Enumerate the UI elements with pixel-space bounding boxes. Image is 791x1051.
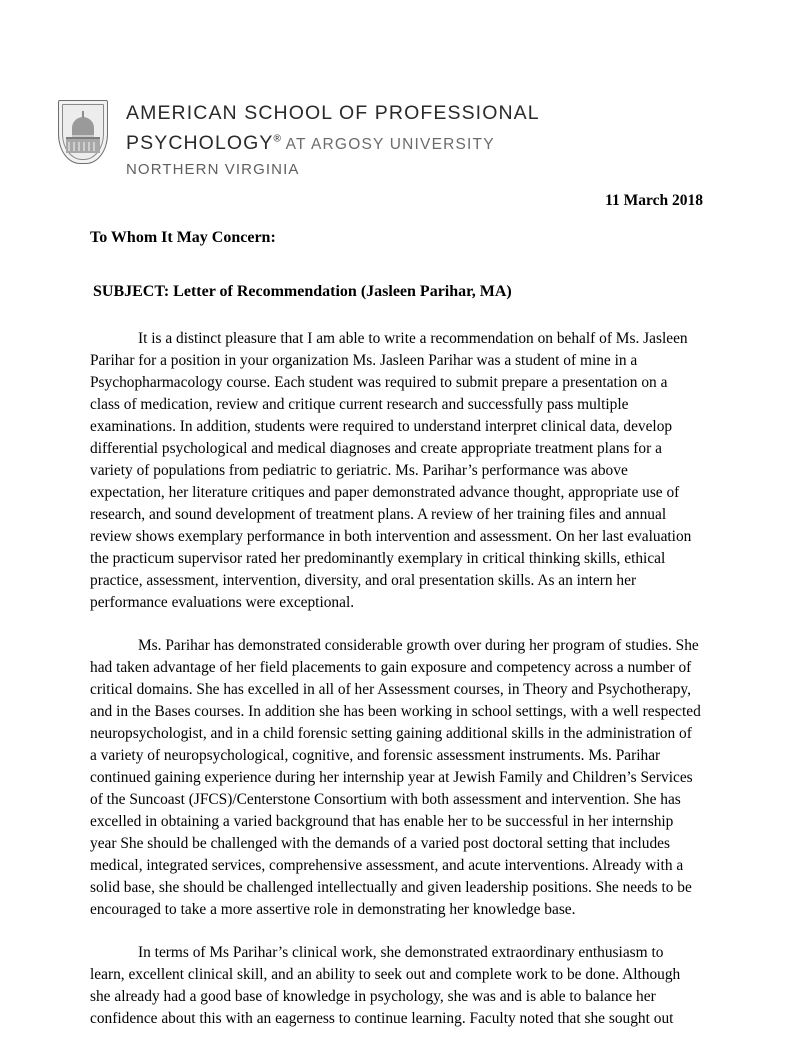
letter-salutation: To Whom It May Concern: (90, 229, 276, 246)
colonnade-shape (66, 137, 100, 153)
letter-paragraph: It is a distinct pleasure that I am able to write a recommendation on behalf of Ms. Jasleen Parihar for a position in your organization Ms. Jasleen Parihar was a student of mine in a Psychopharmacology course. Each student was required to submit prepare a presentation on a class of medication, review and critique current research and successfully pass multiple examinations. In addition, students were required to understand interpret clinical data, develop differential psychological and medical diagnoses and create appropriate treatment plans for a variety of populations from pediatric to geriatric. Ms. Parihar’s performance was above expectation, her literature critiques and paper demonstrated advance thought, appropriate use of research, and sound development of treatment plans. A review of her training files and annual review shows exemplary performance in both intervention and assessment. On her last evaluation the practicum supervisor rated her predominantly exemplary in critical thinking skills, ethical practice, assessment, intervention, diversity, and oral presentation skills. As an intern her performance evaluations were exceptional. (90, 330, 692, 612)
school-name-line-1: AMERICAN SCHOOL OF PROFESSIONAL (126, 102, 540, 124)
letterhead (58, 100, 738, 178)
registered-trademark-icon: ® (273, 133, 281, 145)
letter-subject: SUBJECT: Letter of Recommendation (Jasleen Parihar, MA) (93, 283, 512, 300)
school-name-line-2 (126, 132, 540, 155)
school-name-block (126, 100, 540, 178)
letter-paragraph: Ms. Parihar has demonstrated considerable growth over during her program of studies. She had taken advantage of her field placements to gain exposure and competency across a number of critical domains. She has excelled in all of her Assessment courses, in Theory and Psychotherapy, and in the Bases courses. In addition she has been working in school settings, with a well respected neuropsychologist, and in a child forensic setting gaining additional skills in the administration of a variety of neuropsychological, cognitive, and forensic assessment instruments. Ms. Parihar continued gaining experience during her internship year at Jewish Family and Children’s Services of the Suncoast (JFCS)/Centerstone Consortium with both assessment and intervention. She has excelled in obtaining a varied background that has enable her to be successful in her internship year She should be challenged with the demands of a varied post doctoral setting that includes medical, integrated services, comprehensive assessment, and acute interventions. Already with a solid base, she should be challenged intellectually and given leadership positions. She needs to be encouraged to take a more assertive role in demonstrating her knowledge base. (90, 637, 701, 919)
letter-date: 11 March 2018 (605, 192, 703, 209)
crest-inner-border (62, 104, 104, 160)
dome-shape (72, 117, 94, 137)
school-name-university: AT ARGOSY UNIVERSITY (280, 136, 495, 153)
letter-body (90, 328, 701, 1051)
letter-paragraph: In terms of Ms Parihar’s clinical work, she demonstrated extraordinary enthusiasm to learn, excellent clinical skill, and an ability to seek out and complete work to be done. Although she already had a good base of knowledge in psychology, she was and is able to balance her confidence about this with an eagerness to continue learning. Faculty noted that she sought out (90, 944, 681, 1028)
school-name-psychology: PSYCHOLOGY (126, 132, 274, 154)
capitol-dome-crest-icon (58, 100, 108, 164)
school-name-campus: NORTHERN VIRGINIA (126, 161, 300, 178)
